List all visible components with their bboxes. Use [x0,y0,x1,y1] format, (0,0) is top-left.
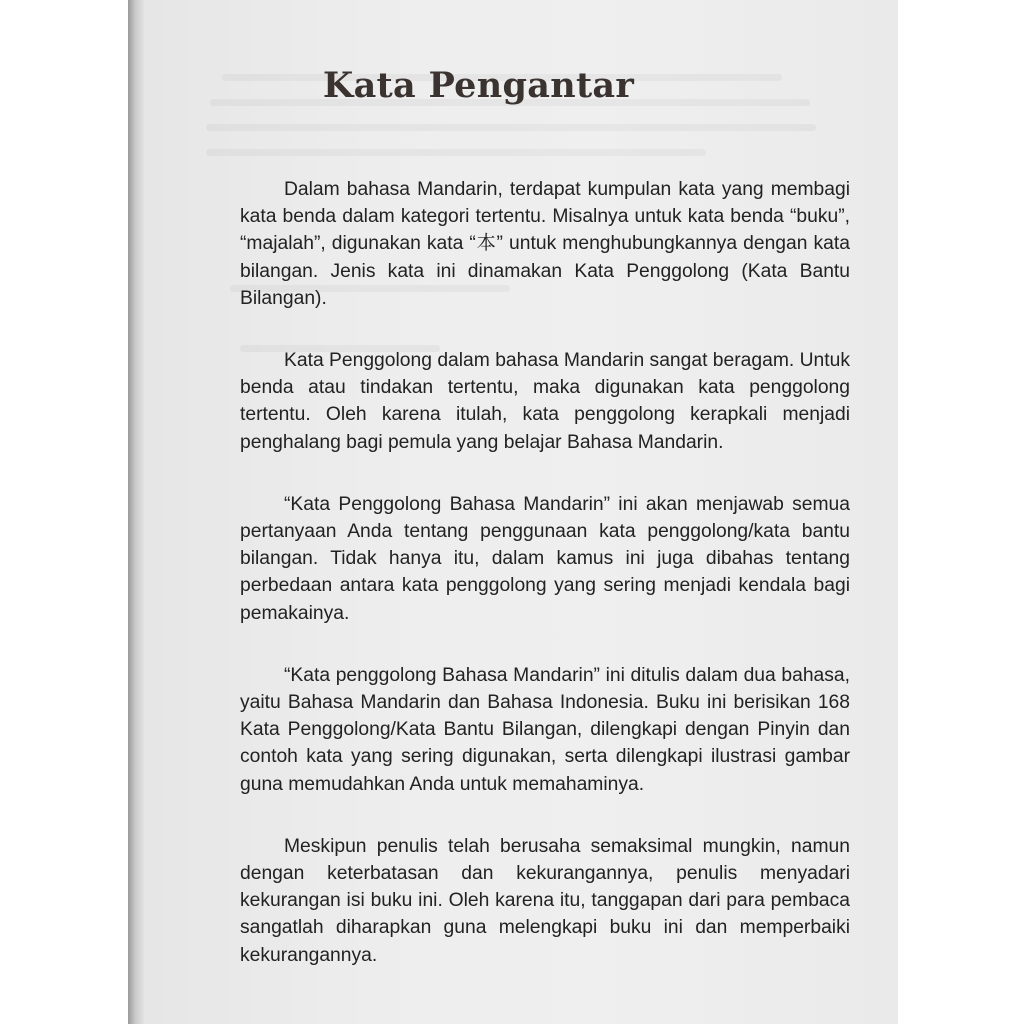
page-title: Kata Pengantar [322,65,635,107]
backdrop-right [898,0,1024,1024]
paragraph-1: Dalam bahasa Mandarin, terdapat kumpulan kata yang membagi kata benda dalam kategori tertentu. Misalnya untuk kata benda “buku”, “majalah”, digunakan kata “本” untuk menghubungkannya dengan kata bilangan. Jenis kata ini dinamakan Kata Penggolong (Kata Bantu Bilangan). [240,179,850,309]
body-text [240,176,850,969]
paragraph-3: “Kata Penggolong Bahasa Mandarin” ini akan menjawab semua pertanyaan Anda tentang penggunaan kata penggolong/kata bantu bilangan. Tidak hanya itu, dalam kamus ini juga dibahas tentang perbedaan antara kata penggolong yang sering menjadi kendala bagi pemakainya. [240,493,850,624]
paragraph-2: Kata Penggolong dalam bahasa Mandarin sangat beragam. Untuk benda atau tindakan tertentu, maka digunakan kata penggolong tertentu. Oleh karena itulah, kata penggolong kerapkali menjadi penghalang bagi pemula yang belajar Bahasa Mandarin. [240,350,850,453]
paragraph-4: “Kata penggolong Bahasa Mandarin” ini ditulis dalam dua bahasa, yaitu Bahasa Mandarin dan Bahasa Indonesia. Buku ini berisikan 168 Kata Penggolong/Kata Bantu Bilangan, dilengkapi dengan Pinyin dan contoh kata yang sering digunakan, serta dilengkapi ilustrasi gambar guna memudahkan Anda untuk memahaminya. [240,664,850,795]
book-spine-shadow [128,0,144,1024]
backdrop-left [0,0,128,1024]
paragraph-5: Meskipun penulis telah berusaha semaksimal mungkin, namun dengan keterbatasan dan kekurangannya, penulis menyadari kekurangan isi buku ini. Oleh karena itu, tanggapan dari para pembaca sangatlah diharapkan guna melengkapi buku ini dan memperbaiki kekurangannya. [240,835,850,966]
